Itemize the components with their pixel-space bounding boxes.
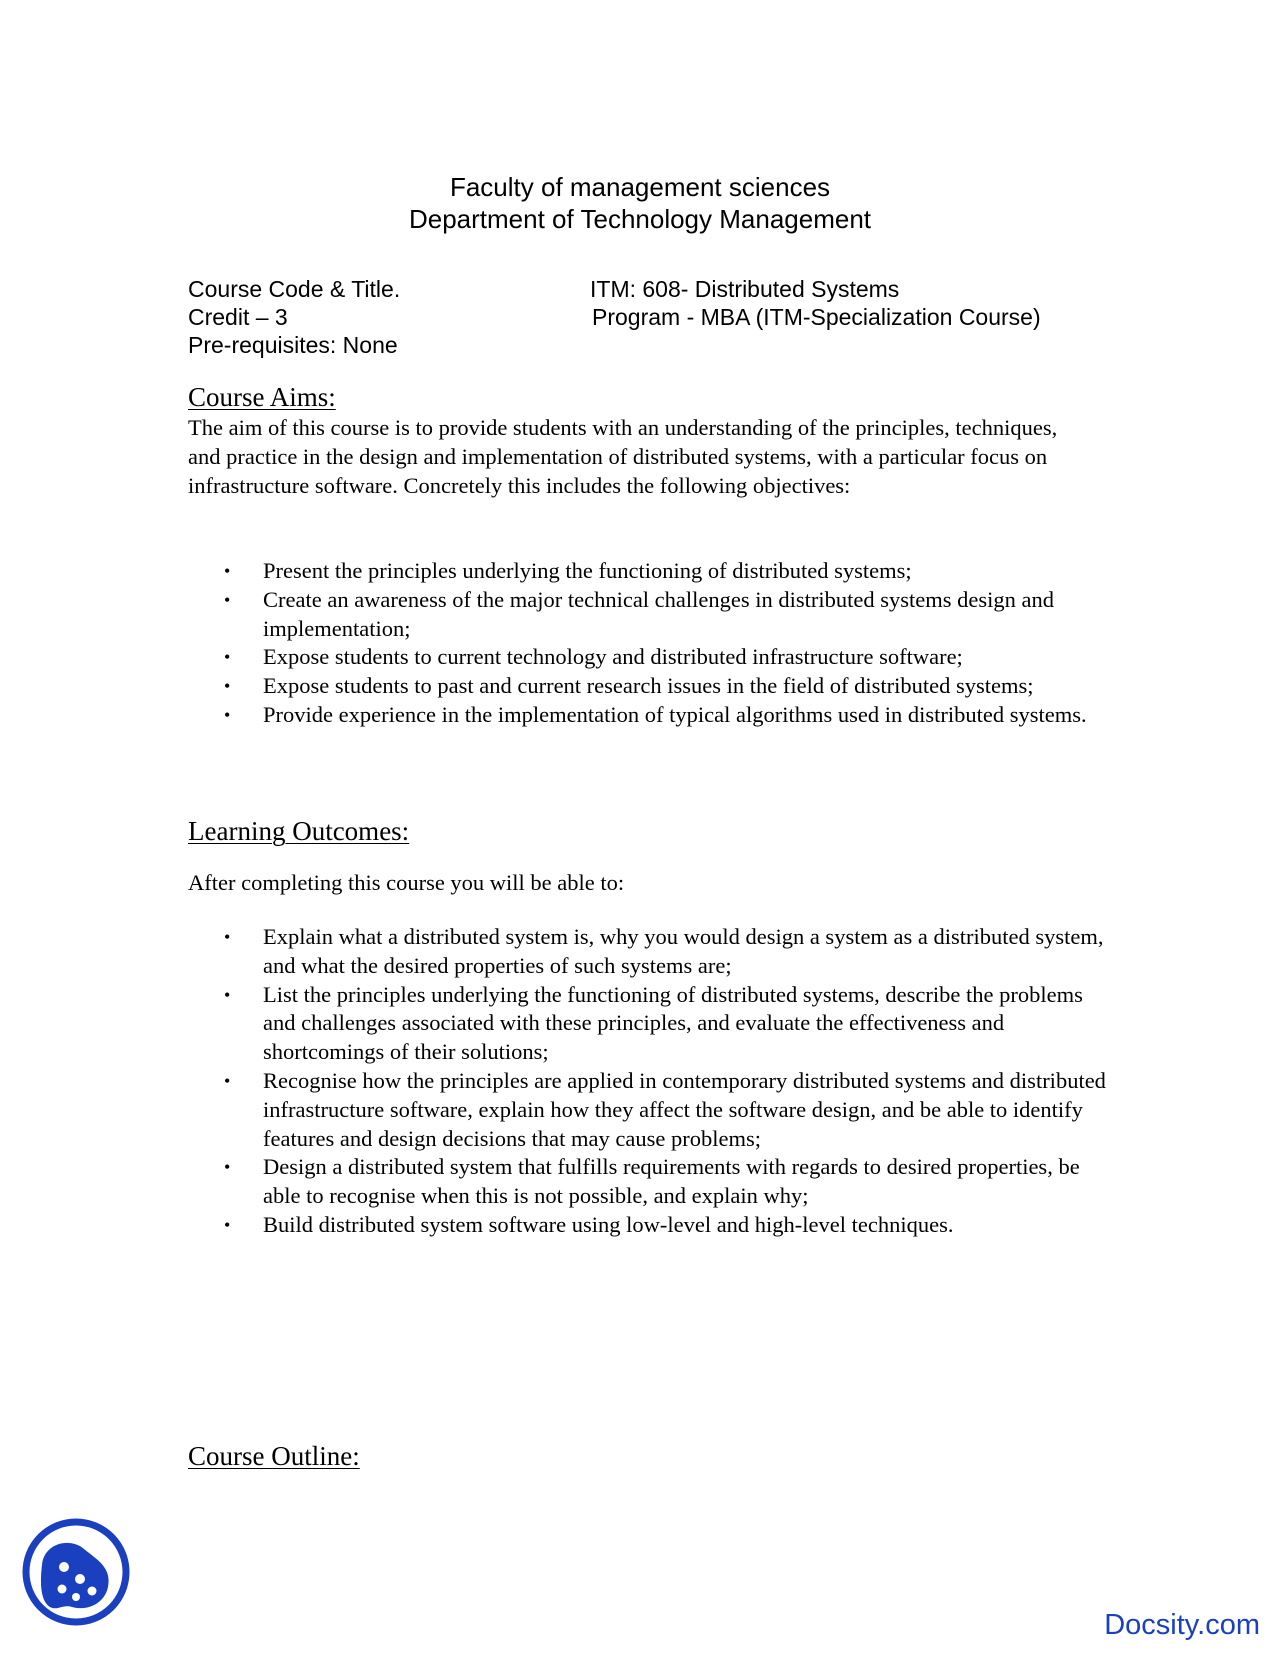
bullet-icon: • <box>224 1070 231 1091</box>
course-code-label: Course Code & Title. <box>188 276 401 302</box>
docsity-logo-icon <box>22 1515 130 1629</box>
list-item: • Provide experience in the implementation of typical algorithms used in distributed systems. <box>188 701 1118 730</box>
list-item: • Build distributed system software using low-level and high-level techniques. <box>188 1211 1118 1240</box>
course-aims-heading: Course Aims: <box>188 382 336 412</box>
list-item: • Design a distributed system that fulfills requirements with regards to desired properties, be able to recognise when this is not possible, and explain why; <box>224 1154 1080 1209</box>
outcomes-list <box>188 923 1118 1240</box>
learning-outcomes-heading: Learning Outcomes: <box>188 816 410 846</box>
list-item: • Expose students to past and current research issues in the field of distributed systems; <box>188 672 1118 701</box>
department-title: Department of Technology Management <box>408 204 872 234</box>
bullet-icon: • <box>224 1214 231 1235</box>
program-value: Program - MBA (ITM-Specialization Course) <box>592 304 1041 330</box>
bullet-icon: • <box>224 589 231 610</box>
faculty-title: Faculty of management sciences <box>449 172 831 202</box>
list-item: • Present the principles underlying the functioning of distributed systems; <box>188 557 1118 586</box>
objectives-list <box>188 557 1118 730</box>
bullet-icon: • <box>224 927 231 947</box>
bullet-icon: • <box>224 561 231 581</box>
bullet-icon: • <box>224 984 231 1005</box>
list-item: • Explain what a distributed system is, why you would design a system as a distributed system, and what the desired properties of such systems are; <box>224 924 1104 978</box>
list-item: • Expose students to current technology and distributed infrastructure software; <box>188 643 1118 672</box>
learning-outcomes-intro: After completing this course you will be able to: <box>188 870 625 895</box>
list-item: • Create an awareness of the major technical challenges in distributed systems design and implementation; <box>224 586 1054 641</box>
bullet-icon: • <box>224 1157 231 1178</box>
list-item: • Recognise how the principles are applied in contemporary distributed systems and distributed infrastructure software, explain how they affect the software design, and be able to identify features and design decisions that may cause problems; <box>224 1067 1106 1151</box>
bullet-icon: • <box>224 647 231 668</box>
docsity-brand-link[interactable]: Docsity.com <box>1104 1609 1260 1641</box>
prerequisites-label: Pre-requisites: None <box>188 332 398 358</box>
course-code-value: ITM: 608- Distributed Systems <box>590 276 900 302</box>
list-item: • List the principles underlying the functioning of distributed systems, describe the problems and challenges associated with these principles, and evaluate the effectiveness and shortcomings of their solutions; <box>224 981 1083 1065</box>
bullet-icon: • <box>224 676 231 697</box>
course-aims-intro: The aim of this course is to provide students with an understanding of the principles, techniques, and practice in the design and implementation of distributed systems, with a particular focus on infrastructure software. Concretely this includes the following objectives: <box>188 415 1058 498</box>
credit-label: Credit – 3 <box>188 304 288 330</box>
course-outline-heading: Course Outline: <box>188 1441 360 1471</box>
bullet-icon: • <box>224 704 231 725</box>
